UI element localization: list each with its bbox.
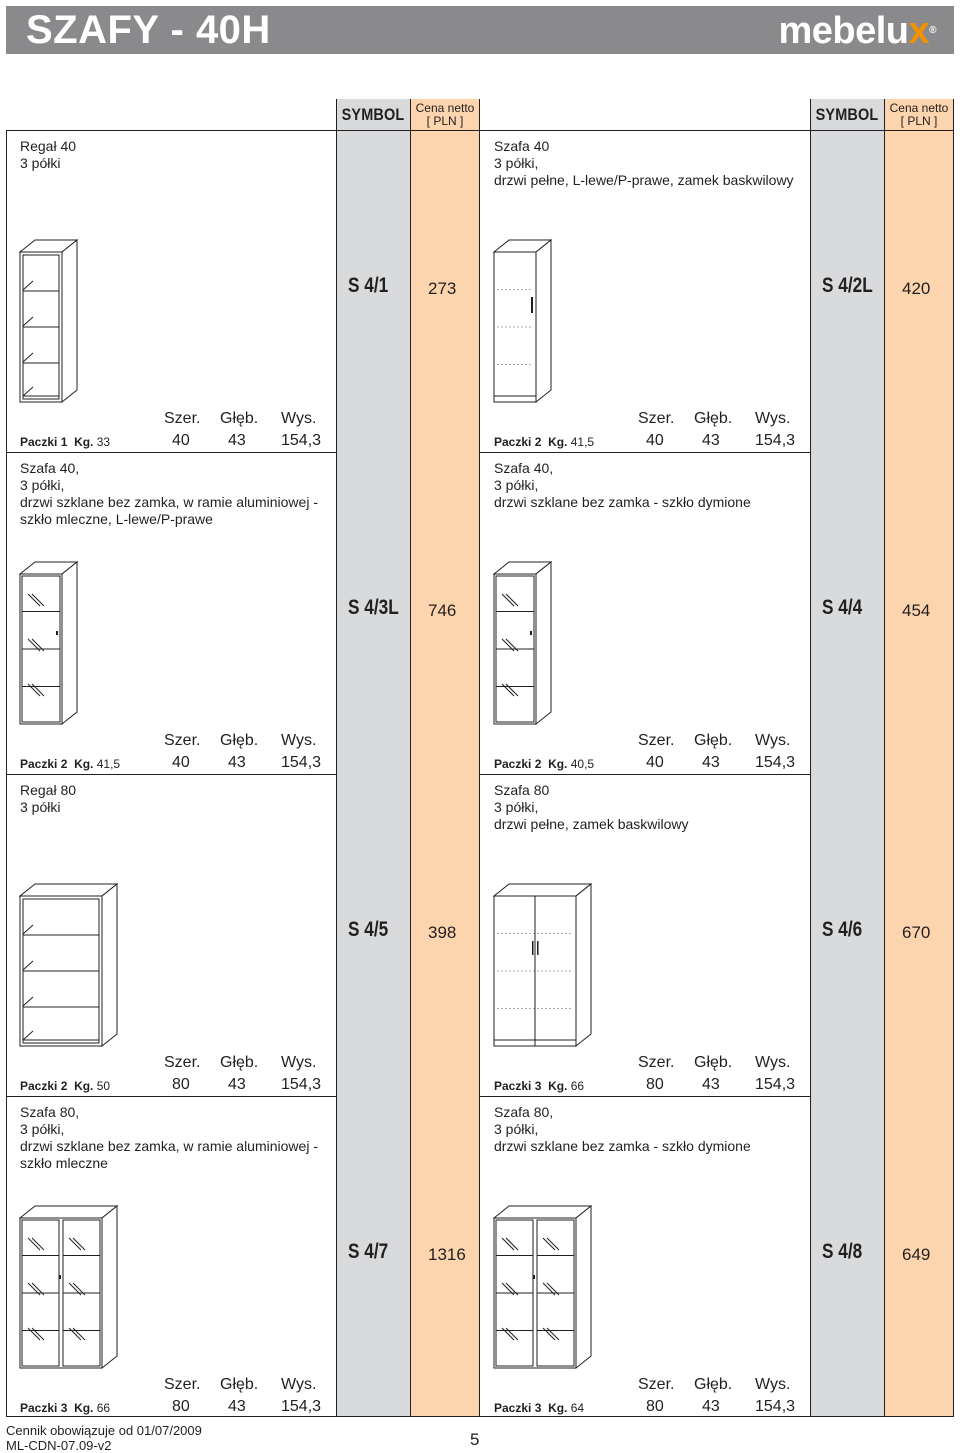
- dimension-value-w: 40: [646, 754, 664, 771]
- dimension-value-d: 43: [228, 432, 246, 449]
- column-rule: [410, 99, 411, 1417]
- dimension-label-w: Szer.: [638, 1376, 675, 1393]
- column-rule: [953, 99, 954, 1417]
- description-line: drzwi pełne, zamek baskwilowy: [494, 816, 689, 832]
- price-header-line: Cena netto: [889, 100, 949, 115]
- dimension-value-d: 43: [702, 1398, 720, 1415]
- description-line: drzwi szklane bez zamka, w ramie aluminiowej -: [20, 494, 318, 510]
- description-line: Szafa 80,: [494, 1104, 554, 1120]
- double-glass-cabinet-icon: [492, 1204, 596, 1372]
- row-rule: [6, 774, 336, 775]
- dimension-label-d: Głęb.: [220, 732, 259, 749]
- product-description: [20, 1104, 318, 1172]
- dimension-value-h: 154,3: [281, 1398, 322, 1415]
- description-line: drzwi pełne, L-lewe/P-prawe, zamek baskwilowy: [494, 172, 794, 188]
- packages-label: Paczki: [494, 757, 532, 771]
- packages-info: [20, 1401, 110, 1415]
- packages-count: 1: [60, 435, 68, 449]
- product-price: 454: [902, 601, 931, 620]
- description-line: 3 półki,: [494, 155, 539, 171]
- description-line: 3 półki,: [494, 1121, 539, 1137]
- packages-count: 3: [534, 1079, 542, 1093]
- product-symbol: S 4/2L: [822, 274, 873, 297]
- kg-label: Kg.: [548, 435, 568, 449]
- description-line: Regał 80: [20, 782, 77, 798]
- kg-value: 40,5: [570, 757, 595, 771]
- product-price: 649: [902, 1245, 931, 1264]
- kg-label: Kg.: [548, 757, 568, 771]
- open-shelf-icon: [18, 238, 82, 406]
- price-header: [884, 99, 954, 130]
- description-line: Szafa 40: [494, 138, 550, 154]
- row-rule: [6, 1096, 336, 1097]
- symbol-header: SYMBOL: [341, 104, 405, 124]
- double-glass-cabinet-icon: [18, 1204, 122, 1372]
- description-line: 3 półki,: [494, 799, 539, 815]
- price-header-line: [ PLN ]: [900, 113, 938, 128]
- packages-info: [20, 1079, 110, 1093]
- description-line: 3 półki: [20, 799, 61, 815]
- dimension-value-h: 154,3: [755, 432, 796, 449]
- dimension-label-h: Wys.: [755, 410, 791, 427]
- glass-door-cabinet-icon: [492, 560, 556, 728]
- kg-label: Kg.: [74, 435, 94, 449]
- description-line: drzwi szklane bez zamka - szkło dymione: [494, 1138, 751, 1154]
- price-header-line: [ PLN ]: [426, 113, 464, 128]
- dimension-value-d: 43: [702, 1076, 720, 1093]
- dimension-label-h: Wys.: [281, 732, 317, 749]
- mebelux-logo: mebelux®: [778, 10, 936, 52]
- document-code: ML-CDN-07.09-v2: [6, 1438, 112, 1453]
- description-line: drzwi szklane bez zamka - szkło dymione: [494, 494, 751, 510]
- dimension-value-h: 154,3: [281, 1076, 322, 1093]
- product-price: 746: [428, 601, 457, 620]
- kg-value: 50: [96, 1079, 111, 1093]
- dimension-value-h: 154,3: [281, 754, 322, 771]
- dimension-value-w: 80: [646, 1398, 664, 1415]
- dimension-label-w: Szer.: [638, 1054, 675, 1071]
- product-description: [494, 1104, 751, 1155]
- column-rule: [884, 99, 885, 1417]
- kg-value: 64: [570, 1401, 585, 1415]
- bottom-rule: [6, 1416, 954, 1417]
- symbol-header: SYMBOL: [815, 104, 879, 124]
- dimension-label-h: Wys.: [281, 1054, 317, 1071]
- packages-label: Paczki: [20, 757, 58, 771]
- dimension-value-w: 80: [172, 1398, 190, 1415]
- kg-value: 66: [570, 1079, 585, 1093]
- product-description: [494, 782, 689, 833]
- description-line: 3 półki,: [20, 1121, 65, 1137]
- description-line: szkło mleczne, L-lewe/P-prawe: [20, 511, 213, 527]
- dimension-label-w: Szer.: [164, 1054, 201, 1071]
- product-description: [20, 138, 76, 172]
- price-header: [410, 99, 480, 130]
- dimension-value-h: 154,3: [755, 1398, 796, 1415]
- product-symbol: S 4/8: [822, 1240, 863, 1263]
- solid-door-cabinet-icon: [492, 238, 556, 406]
- price-table: [6, 99, 954, 1417]
- dimension-label-d: Głęb.: [694, 732, 733, 749]
- dimension-value-h: 154,3: [755, 1076, 796, 1093]
- packages-info: [494, 435, 594, 449]
- kg-label: Kg.: [74, 1401, 94, 1415]
- dimension-label-d: Głęb.: [220, 410, 259, 427]
- description-line: Szafa 40,: [494, 460, 554, 476]
- kg-label: Kg.: [74, 1079, 94, 1093]
- dimension-value-w: 40: [646, 432, 664, 449]
- packages-count: 2: [534, 757, 542, 771]
- dimension-value-w: 80: [646, 1076, 664, 1093]
- description-line: 3 półki,: [20, 477, 65, 493]
- dimension-label-h: Wys.: [755, 1054, 791, 1071]
- dimension-label-h: Wys.: [281, 410, 317, 427]
- packages-label: Paczki: [20, 1079, 58, 1093]
- description-line: Szafa 80,: [20, 1104, 80, 1120]
- double-door-cabinet-icon: [492, 882, 596, 1050]
- packages-label: Paczki: [494, 435, 532, 449]
- dimension-value-h: 154,3: [281, 432, 322, 449]
- wide-open-shelf-icon: [18, 882, 122, 1050]
- product-symbol: S 4/6: [822, 918, 863, 941]
- packages-count: 3: [60, 1401, 68, 1415]
- dimension-label-w: Szer.: [638, 410, 675, 427]
- packages-label: Paczki: [494, 1079, 532, 1093]
- packages-count: 3: [534, 1401, 542, 1415]
- row-rule: [480, 1096, 810, 1097]
- kg-value: 33: [96, 435, 111, 449]
- kg-label: Kg.: [548, 1401, 568, 1415]
- description-line: szkło mleczne: [20, 1155, 108, 1171]
- dimension-label-w: Szer.: [164, 732, 201, 749]
- page-number: 5: [470, 1430, 480, 1449]
- packages-info: [20, 435, 110, 449]
- dimension-value-d: 43: [228, 754, 246, 771]
- dimension-value-d: 43: [702, 754, 720, 771]
- product-price: 398: [428, 923, 457, 942]
- kg-label: Kg.: [74, 757, 94, 771]
- packages-count: 2: [534, 435, 542, 449]
- product-symbol: S 4/1: [348, 274, 389, 297]
- dimension-value-d: 43: [228, 1076, 246, 1093]
- dimension-label-h: Wys.: [281, 1376, 317, 1393]
- product-price: 1316: [428, 1245, 466, 1264]
- product-symbol: S 4/5: [348, 918, 389, 941]
- column-rule: [810, 99, 811, 1417]
- dimension-label-d: Głęb.: [694, 1054, 733, 1071]
- description-line: 3 półki: [20, 155, 61, 171]
- product-symbol: S 4/4: [822, 596, 863, 619]
- product-symbol: S 4/3L: [348, 596, 399, 619]
- product-price: 273: [428, 279, 457, 298]
- page-header: [6, 6, 954, 54]
- description-line: Szafa 80: [494, 782, 550, 798]
- dimension-value-d: 43: [228, 1398, 246, 1415]
- product-description: [494, 460, 751, 511]
- dimension-label-d: Głęb.: [694, 410, 733, 427]
- dimension-value-w: 80: [172, 1076, 190, 1093]
- description-line: 3 półki,: [494, 477, 539, 493]
- packages-label: Paczki: [20, 435, 58, 449]
- kg-value: 66: [96, 1401, 111, 1415]
- packages-info: [494, 757, 594, 771]
- description-line: drzwi szklane bez zamka, w ramie aluminiowej -: [20, 1138, 318, 1154]
- dimension-value-h: 154,3: [755, 754, 796, 771]
- packages-count: 2: [60, 1079, 68, 1093]
- page-title: SZAFY - 40H: [26, 8, 271, 52]
- dimension-value-w: 40: [172, 754, 190, 771]
- dimension-label-w: Szer.: [638, 732, 675, 749]
- product-description: [494, 138, 794, 189]
- footer-info: [6, 1423, 202, 1453]
- row-rule: [480, 452, 810, 453]
- product-description: [20, 782, 76, 816]
- validity-note: Cennik obowiązuje od 01/07/2009: [6, 1423, 202, 1438]
- product-price: 420: [902, 279, 931, 298]
- price-header-line: Cena netto: [415, 100, 475, 115]
- row-rule: [6, 452, 336, 453]
- packages-info: [20, 757, 120, 771]
- kg-value: 41,5: [96, 757, 121, 771]
- product-price: 670: [902, 923, 931, 942]
- description-line: Szafa 40,: [20, 460, 80, 476]
- description-line: Regał 40: [20, 138, 77, 154]
- packages-label: Paczki: [494, 1401, 532, 1415]
- dimension-label-d: Głęb.: [220, 1376, 259, 1393]
- column-rule: [336, 99, 337, 1417]
- dimension-label-h: Wys.: [755, 732, 791, 749]
- dimension-value-w: 40: [172, 432, 190, 449]
- product-description: [20, 460, 318, 528]
- product-symbol: S 4/7: [348, 1240, 389, 1263]
- header-rule: [6, 130, 954, 131]
- packages-label: Paczki: [20, 1401, 58, 1415]
- kg-value: 41,5: [570, 435, 595, 449]
- dimension-label-w: Szer.: [164, 1376, 201, 1393]
- dimension-label-d: Głęb.: [694, 1376, 733, 1393]
- row-rule: [480, 774, 810, 775]
- dimension-label-h: Wys.: [755, 1376, 791, 1393]
- packages-info: [494, 1401, 584, 1415]
- dimension-label-w: Szer.: [164, 410, 201, 427]
- dimension-label-d: Głęb.: [220, 1054, 259, 1071]
- packages-info: [494, 1079, 584, 1093]
- packages-count: 2: [60, 757, 68, 771]
- dimension-value-d: 43: [702, 432, 720, 449]
- kg-label: Kg.: [548, 1079, 568, 1093]
- glass-door-cabinet-icon: [18, 560, 82, 728]
